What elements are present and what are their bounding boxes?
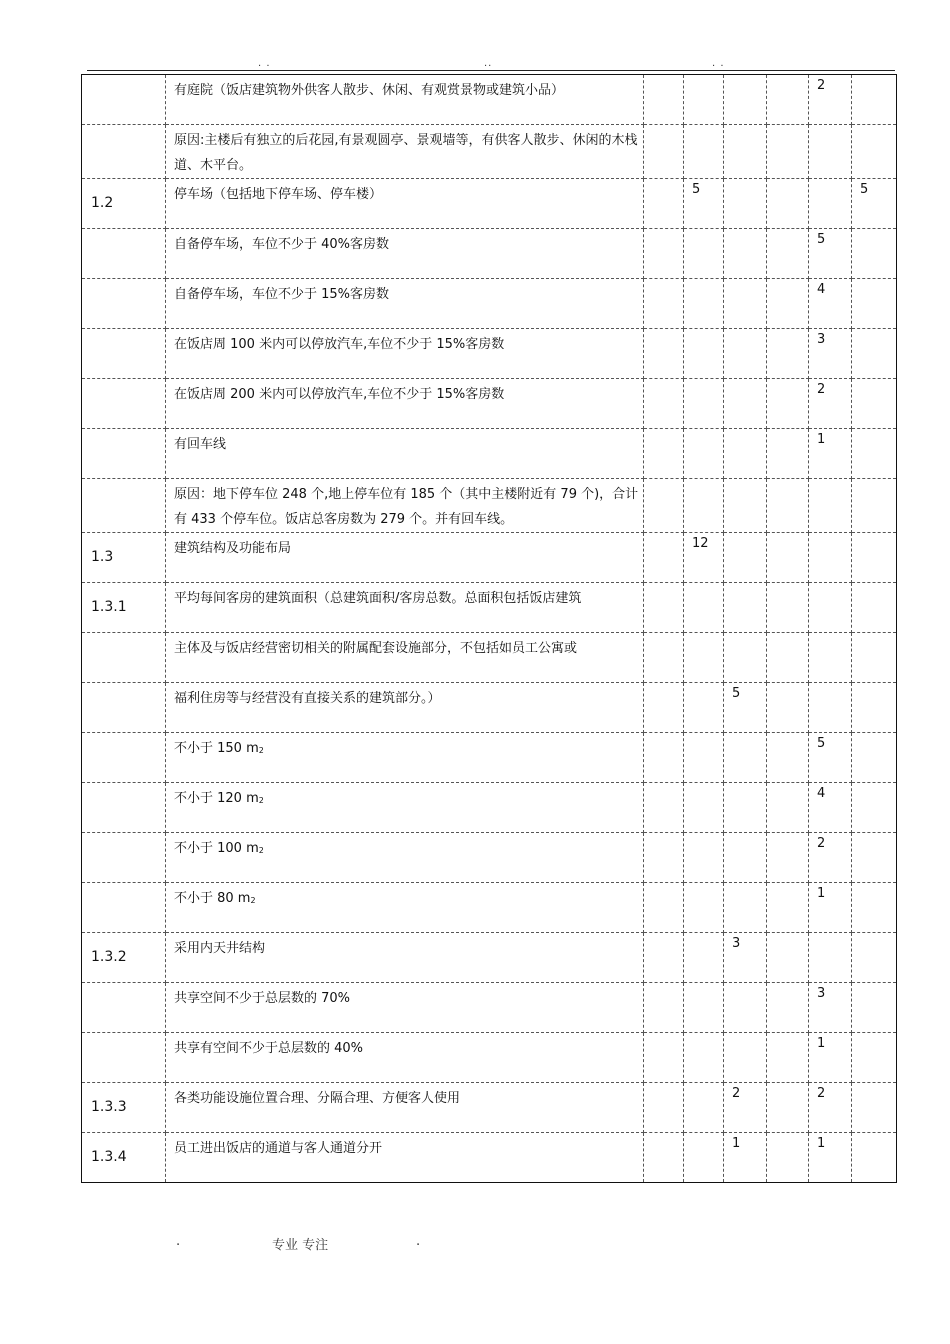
- table-row: [82, 583, 897, 633]
- score-cell-c3: [767, 583, 809, 633]
- table-row: [82, 683, 897, 733]
- score-cell-c3: [767, 329, 809, 379]
- score-cell-c1: [684, 125, 724, 179]
- blank-score-cell: [644, 229, 684, 279]
- score-cell-c2: [724, 229, 767, 279]
- item-code-cell: 1.2: [82, 179, 166, 229]
- score-cell-c3: [767, 683, 809, 733]
- score-cell-c3: [767, 379, 809, 429]
- score-cell-c4: 5: [809, 229, 852, 279]
- blank-score-cell: [644, 783, 684, 833]
- score-cell-c2: [724, 179, 767, 229]
- item-code-cell: [82, 329, 166, 379]
- score-cell-c3: [767, 279, 809, 329]
- item-code-cell: [82, 75, 166, 125]
- score-cell-c4: 3: [809, 983, 852, 1033]
- item-description-text: 员工进出饭店的通道与客人通道分开: [174, 1141, 383, 1156]
- item-code-cell: [82, 633, 166, 683]
- score-cell-c3: [767, 883, 809, 933]
- item-description-text: 不小于 80 m: [174, 891, 251, 906]
- score-cell-c1: [684, 1133, 724, 1183]
- item-code-cell: [82, 733, 166, 783]
- score-cell-c3: [767, 75, 809, 125]
- item-description-text: 自备停车场，车位不少于 40%客房数: [174, 237, 390, 252]
- unit-superscript: 2: [258, 846, 264, 855]
- item-description-text: 共享有空间不少于总层数的 40%: [174, 1041, 364, 1056]
- score-cell-c1: [684, 1083, 724, 1133]
- item-description-text: 原因:主楼后有独立的后花园,有景观圆亭、景观墙等，有供客人散步、休闲的木栈道、木平台。: [174, 133, 638, 173]
- blank-score-cell: [644, 1083, 684, 1133]
- item-description-text: 原因：地下停车位 248 个,地上停车位有 185 个（其中主楼附近有 79 个)，合计有 433 个停车位。饭店总客房数为 279 个。并有回车线。: [174, 487, 639, 527]
- item-code-cell: [82, 125, 166, 179]
- item-description-cell: [166, 933, 644, 983]
- score-cell-c1: [684, 583, 724, 633]
- table-row: [82, 933, 897, 983]
- header-rule: [87, 70, 895, 71]
- score-cell-c2: 1: [724, 1133, 767, 1183]
- score-cell-c4: [809, 633, 852, 683]
- blank-score-cell: [644, 683, 684, 733]
- item-description-cell: [166, 883, 644, 933]
- item-description-cell: [166, 125, 644, 179]
- score-cell-c4: 2: [809, 379, 852, 429]
- score-cell-c2: [724, 279, 767, 329]
- item-description-text: 不小于 100 m: [174, 841, 259, 856]
- table-row: [82, 1083, 897, 1133]
- score-cell-c5: [852, 279, 897, 329]
- item-code-cell: [82, 683, 166, 733]
- table-row: [82, 533, 897, 583]
- score-cell-c4: 1: [809, 1033, 852, 1083]
- blank-score-cell: [644, 429, 684, 479]
- table-row: [82, 833, 897, 883]
- blank-score-cell: [644, 883, 684, 933]
- item-description-cell: [166, 1033, 644, 1083]
- item-code-cell: [82, 833, 166, 883]
- item-description-cell: [166, 683, 644, 733]
- score-cell-c2: [724, 833, 767, 883]
- score-cell-c1: [684, 479, 724, 533]
- score-cell-c1: [684, 733, 724, 783]
- score-cell-c5: [852, 229, 897, 279]
- unit-superscript: 2: [250, 896, 256, 905]
- item-code-cell: 1.3.3: [82, 1083, 166, 1133]
- score-cell-c4: 1: [809, 1133, 852, 1183]
- blank-score-cell: [644, 583, 684, 633]
- table-row: [82, 633, 897, 683]
- score-cell-c3: [767, 1083, 809, 1133]
- footer-dot-right: .: [416, 1234, 421, 1249]
- score-cell-c1: [684, 429, 724, 479]
- score-cell-c3: [767, 533, 809, 583]
- score-cell-c2: [724, 783, 767, 833]
- item-code-cell: [82, 429, 166, 479]
- blank-score-cell: [644, 983, 684, 1033]
- score-cell-c5: [852, 329, 897, 379]
- score-cell-c4: [809, 533, 852, 583]
- item-description-cell: [166, 179, 644, 229]
- item-description-text: 主体及与饭店经营密切相关的附属配套设施部分，不包括如员工公寓或: [174, 641, 578, 656]
- score-cell-c5: [852, 833, 897, 883]
- score-cell-c4: 4: [809, 279, 852, 329]
- table-row: [82, 229, 897, 279]
- score-cell-c5: [852, 683, 897, 733]
- score-cell-c5: [852, 379, 897, 429]
- item-description-text: 停车场（包括地下停车场、停车楼）: [174, 187, 383, 202]
- score-cell-c2: [724, 633, 767, 683]
- item-code-cell: 1.3.2: [82, 933, 166, 983]
- score-cell-c3: [767, 633, 809, 683]
- score-cell-c1: [684, 279, 724, 329]
- item-description-text: 不小于 120 m: [174, 791, 259, 806]
- item-code-cell: [82, 279, 166, 329]
- score-cell-c4: 2: [809, 833, 852, 883]
- score-cell-c3: [767, 733, 809, 783]
- score-cell-c2: 2: [724, 1083, 767, 1133]
- score-cell-c4: 1: [809, 883, 852, 933]
- score-cell-c3: [767, 783, 809, 833]
- table-row: [82, 733, 897, 783]
- score-cell-c1: [684, 783, 724, 833]
- score-cell-c2: 5: [724, 683, 767, 733]
- item-description-cell: [166, 1133, 644, 1183]
- score-cell-c3: [767, 1033, 809, 1083]
- item-code-cell: [82, 379, 166, 429]
- item-description-text: 在饭店周 100 米内可以停放汽车,车位不少于 15%客房数: [174, 337, 505, 352]
- score-cell-c1: [684, 75, 724, 125]
- score-cell-c2: [724, 733, 767, 783]
- score-cell-c1: [684, 983, 724, 1033]
- blank-score-cell: [644, 279, 684, 329]
- score-cell-c1: [684, 229, 724, 279]
- score-cell-c4: 2: [809, 75, 852, 125]
- item-code-cell: 1.3.4: [82, 1133, 166, 1183]
- table-row: [82, 125, 897, 179]
- item-description-cell: [166, 533, 644, 583]
- item-description-text: 建筑结构及功能布局: [174, 541, 292, 556]
- unit-superscript: 2: [258, 796, 264, 805]
- table-row: [82, 983, 897, 1033]
- blank-score-cell: [644, 633, 684, 683]
- blank-score-cell: [644, 479, 684, 533]
- item-description-text: 有回车线: [174, 437, 227, 452]
- score-cell-c1: [684, 379, 724, 429]
- blank-score-cell: [644, 733, 684, 783]
- score-cell-c2: [724, 883, 767, 933]
- item-description-cell: [166, 379, 644, 429]
- score-cell-c5: [852, 933, 897, 983]
- score-cell-c1: [684, 883, 724, 933]
- item-description-text: 福利住房等与经营没有直接关系的建筑部分。）: [174, 691, 441, 706]
- table-row: [82, 429, 897, 479]
- blank-score-cell: [644, 125, 684, 179]
- item-code-cell: 1.3: [82, 533, 166, 583]
- blank-score-cell: [644, 933, 684, 983]
- score-cell-c5: [852, 479, 897, 533]
- score-cell-c5: [852, 583, 897, 633]
- blank-score-cell: [644, 1133, 684, 1183]
- score-cell-c1: [684, 933, 724, 983]
- score-cell-c2: [724, 533, 767, 583]
- item-code-cell: [82, 229, 166, 279]
- score-cell-c5: [852, 1083, 897, 1133]
- score-cell-c5: [852, 1033, 897, 1083]
- blank-score-cell: [644, 75, 684, 125]
- item-description-cell: [166, 583, 644, 633]
- table-row: [82, 329, 897, 379]
- blank-score-cell: [644, 379, 684, 429]
- score-cell-c4: [809, 583, 852, 633]
- score-cell-c3: [767, 125, 809, 179]
- score-cell-c4: [809, 933, 852, 983]
- table-row: [82, 1133, 897, 1183]
- item-description-cell: [166, 429, 644, 479]
- item-description-text: 在饭店周 200 米内可以停放汽车,车位不少于 15%客房数: [174, 387, 505, 402]
- score-cell-c2: [724, 983, 767, 1033]
- header-dots-middle: ..: [484, 58, 493, 69]
- item-code-cell: [82, 983, 166, 1033]
- score-cell-c4: [809, 479, 852, 533]
- table-row: [82, 75, 897, 125]
- score-cell-c2: 3: [724, 933, 767, 983]
- score-cell-c5: [852, 429, 897, 479]
- score-cell-c2: [724, 329, 767, 379]
- table-row: [82, 479, 897, 533]
- table-row: [82, 1033, 897, 1083]
- score-cell-c2: [724, 1033, 767, 1083]
- item-description-cell: [166, 783, 644, 833]
- score-cell-c4: 4: [809, 783, 852, 833]
- table-row: [82, 379, 897, 429]
- item-description-cell: [166, 983, 644, 1033]
- score-cell-c3: [767, 833, 809, 883]
- score-cell-c2: [724, 479, 767, 533]
- score-cell-c1: [684, 1033, 724, 1083]
- blank-score-cell: [644, 533, 684, 583]
- item-description-cell: [166, 329, 644, 379]
- item-description-cell: [166, 229, 644, 279]
- item-description-text: 平均每间客房的建筑面积（总建筑面积/客房总数。总面积包括饭店建筑: [174, 591, 582, 606]
- score-cell-c5: 5: [852, 179, 897, 229]
- footer-dot-left: .: [176, 1234, 181, 1249]
- score-cell-c5: [852, 733, 897, 783]
- score-cell-c3: [767, 229, 809, 279]
- score-cell-c5: [852, 533, 897, 583]
- item-description-cell: [166, 833, 644, 883]
- scoring-table: [81, 74, 897, 1183]
- score-cell-c5: [852, 633, 897, 683]
- score-cell-c1: [684, 329, 724, 379]
- score-cell-c1: 12: [684, 533, 724, 583]
- blank-score-cell: [644, 833, 684, 883]
- item-description-cell: [166, 1083, 644, 1133]
- item-description-text: 有庭院（饭店建筑物外供客人散步、休闲、有观赏景物或建筑小品）: [174, 83, 565, 98]
- score-cell-c3: [767, 429, 809, 479]
- item-code-cell: [82, 783, 166, 833]
- table-row: [82, 279, 897, 329]
- score-cell-c3: [767, 1133, 809, 1183]
- blank-score-cell: [644, 179, 684, 229]
- score-cell-c1: [684, 683, 724, 733]
- score-cell-c2: [724, 75, 767, 125]
- table-row: [82, 783, 897, 833]
- blank-score-cell: [644, 329, 684, 379]
- score-cell-c3: [767, 479, 809, 533]
- score-cell-c2: [724, 125, 767, 179]
- score-cell-c1: [684, 633, 724, 683]
- item-code-cell: 1.3.1: [82, 583, 166, 633]
- score-cell-c2: [724, 379, 767, 429]
- score-cell-c1: 5: [684, 179, 724, 229]
- score-cell-c5: [852, 1133, 897, 1183]
- item-description-cell: [166, 733, 644, 783]
- score-cell-c3: [767, 983, 809, 1033]
- score-cell-c4: [809, 179, 852, 229]
- score-cell-c5: [852, 75, 897, 125]
- footer-text: 专业 专注: [272, 1238, 329, 1253]
- score-cell-c2: [724, 429, 767, 479]
- item-description-text: 自备停车场，车位不少于 15%客房数: [174, 287, 390, 302]
- item-description-text: 各类功能设施位置合理、分隔合理、方便客人使用: [174, 1091, 461, 1106]
- item-description-cell: [166, 279, 644, 329]
- score-cell-c5: [852, 883, 897, 933]
- item-description-text: 共享空间不少于总层数的 70%: [174, 991, 351, 1006]
- score-cell-c3: [767, 933, 809, 983]
- score-cell-c2: [724, 583, 767, 633]
- score-cell-c5: [852, 125, 897, 179]
- score-cell-c4: [809, 125, 852, 179]
- item-description-cell: [166, 633, 644, 683]
- score-cell-c5: [852, 983, 897, 1033]
- score-cell-c3: [767, 179, 809, 229]
- header-dots-left: . .: [258, 58, 271, 69]
- unit-superscript: 2: [258, 746, 264, 755]
- item-code-cell: [82, 479, 166, 533]
- table-body: [82, 75, 897, 1183]
- table-row: [82, 179, 897, 229]
- table-row: [82, 883, 897, 933]
- score-cell-c4: 3: [809, 329, 852, 379]
- score-cell-c4: [809, 683, 852, 733]
- item-code-cell: [82, 1033, 166, 1083]
- score-cell-c5: [852, 783, 897, 833]
- score-cell-c4: 1: [809, 429, 852, 479]
- score-cell-c4: 5: [809, 733, 852, 783]
- item-description-text: 采用内天井结构: [174, 941, 266, 956]
- item-description-cell: [166, 479, 644, 533]
- item-description-text: 不小于 150 m: [174, 741, 259, 756]
- score-cell-c4: 2: [809, 1083, 852, 1133]
- item-description-cell: [166, 75, 644, 125]
- blank-score-cell: [644, 1033, 684, 1083]
- score-cell-c1: [684, 833, 724, 883]
- header-dots-right: . .: [712, 58, 725, 69]
- item-code-cell: [82, 883, 166, 933]
